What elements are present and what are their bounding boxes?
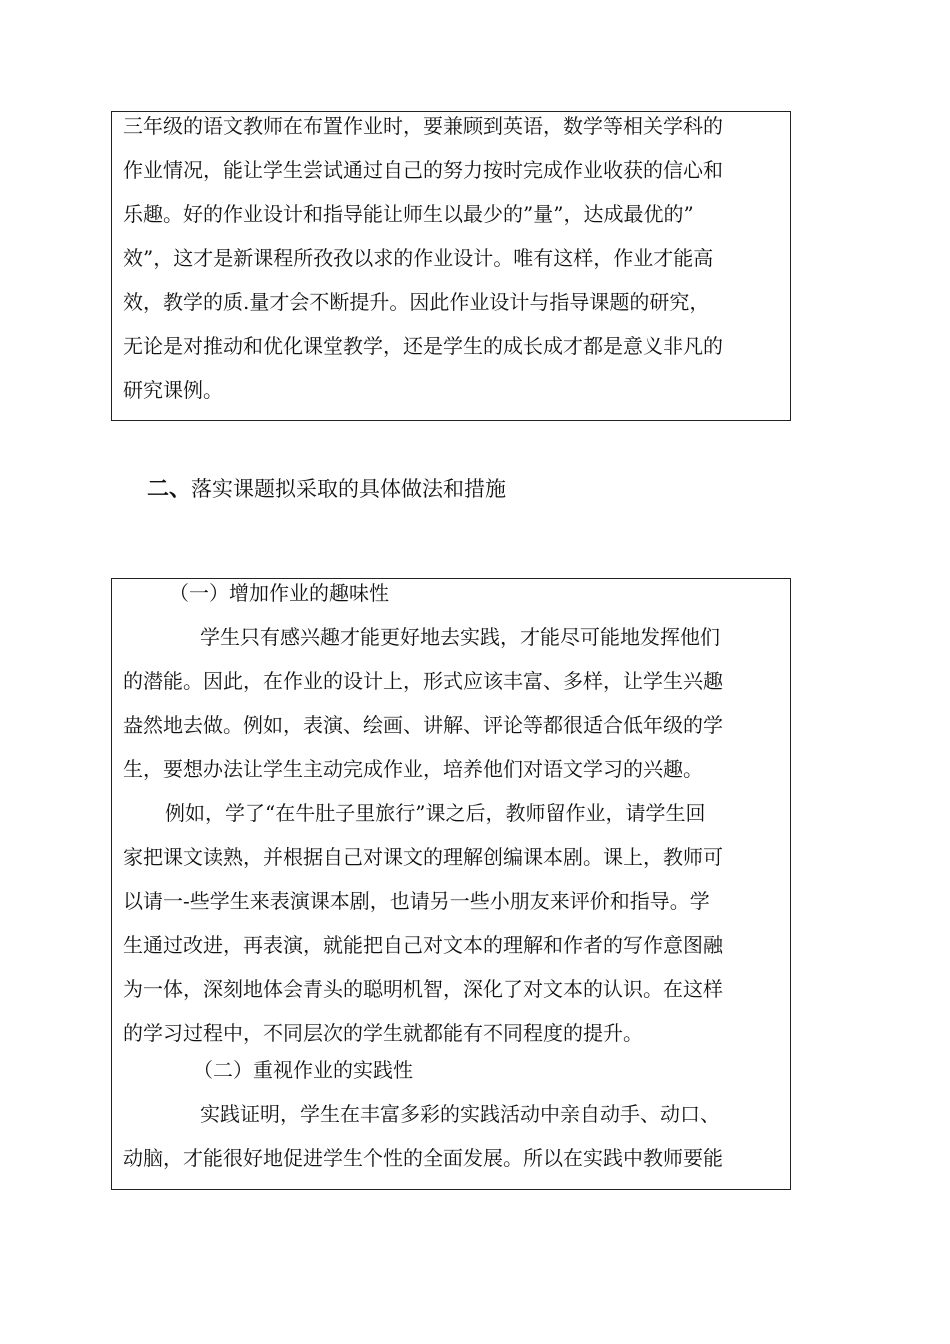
paragraph-line: 乐趣。好的作业设计和指导能让师生以最少的”量”，达成最优的” [123,202,694,226]
paragraph-line: 效”，这才是新课程所孜孜以求的作业设计。唯有这样，作业才能高 [123,246,714,270]
text-box-measures [111,578,791,1190]
paragraph-line: 作业情况，能让学生尝试通过自己的努力按时完成作业收获的信心和 [123,158,723,182]
paragraph-line: 实践证明，学生在丰富多彩的实践活动中亲自动手、动口、 [200,1102,720,1126]
section-heading [147,476,506,503]
subheading-2: （二）重视作业的实践性 [193,1058,413,1082]
paragraph-line: 家把课文读熟，并根据自己对课文的理解创编课本剧。课上，教师可 [123,845,723,869]
paragraph-line: 的学习过程中，不同层次的学生就都能有不同程度的提升。 [123,1021,643,1045]
text-box-intro [111,111,791,421]
section-title: 落实课题拟采取的具体做法和措施 [191,477,507,501]
paragraph-line: 三年级的语文教师在布置作业时，要兼顾到英语，数学等相关学科的 [123,114,723,138]
paragraph-line: 的潜能。因此，在作业的设计上，形式应该丰富、多样，让学生兴趣 [123,669,723,693]
paragraph-line: 盎然地去做。例如，表演、绘画、讲解、评论等都很适合低年级的学 [123,713,723,737]
paragraph-line: 生，要想办法让学生主动完成作业，培养他们对语文学习的兴趣。 [123,757,703,781]
section-number: 二、 [147,477,192,502]
paragraph-line: 研究课例。 [123,378,223,402]
paragraph-line: 动脑，才能很好地促进学生个性的全面发展。所以在实践中教师要能 [123,1146,723,1170]
paragraph-line: 生通过改进，再表演，就能把自己对文本的理解和作者的写作意图融 [123,933,723,957]
paragraph-line: 例如，学了“在牛肚子里旅行”课之后，教师留作业，请学生回 [165,801,706,825]
paragraph-line: 无论是对推动和优化课堂教学，还是学生的成长成才都是意义非凡的 [123,334,723,358]
subheading-1: （一）增加作业的趣味性 [169,581,389,605]
paragraph-line: 为一体，深刻地体会青头的聪明机智，深化了对文本的认识。在这样 [123,977,723,1001]
paragraph-line: 效，教学的质.量才会不断提升。因此作业设计与指导课题的研究， [123,290,710,314]
paragraph-line: 以请一-些学生来表演课本剧，也请另一些小朋友来评价和指导。学 [123,889,710,913]
paragraph-line: 学生只有感兴趣才能更好地去实践，才能尽可能地发挥他们 [200,625,720,649]
